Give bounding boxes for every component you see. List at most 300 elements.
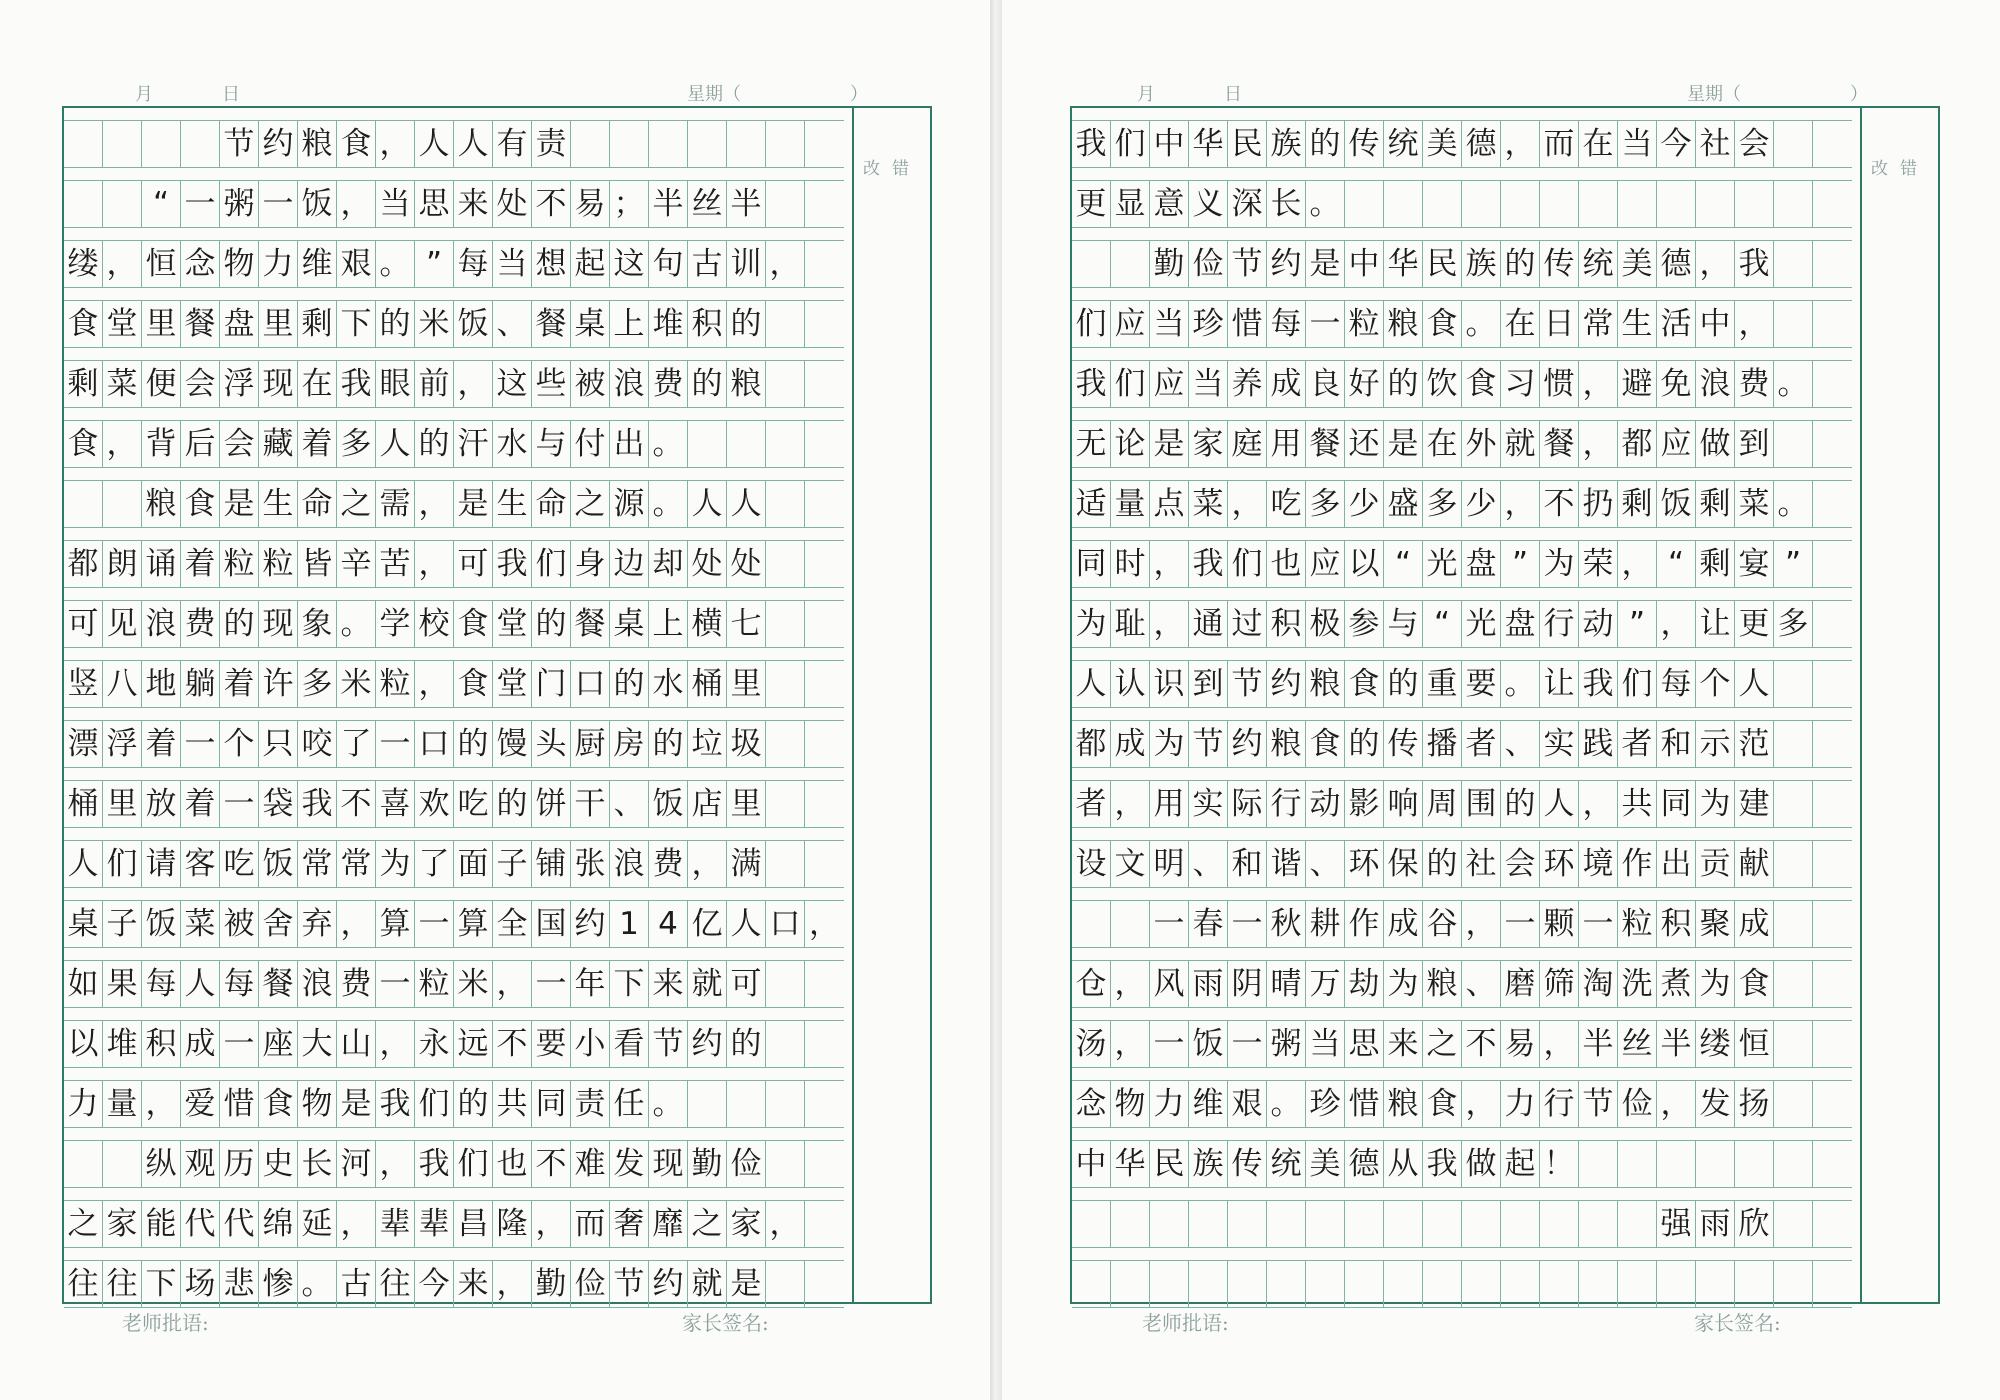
grid-cell: 请 xyxy=(142,841,181,888)
grid-cell: 有 xyxy=(493,121,532,168)
grid-cell xyxy=(1189,1261,1228,1308)
essay-line xyxy=(64,541,844,588)
grid-cell: 的 xyxy=(688,361,727,408)
essay-line xyxy=(1072,1081,1852,1128)
grid-cell: 同 xyxy=(1072,541,1111,588)
grid-cell: 一 xyxy=(1228,1021,1267,1068)
grid-cell xyxy=(1657,181,1696,228)
row-spacer xyxy=(64,768,844,781)
grid-cell: 人 xyxy=(688,481,727,528)
grid-cell xyxy=(805,1261,844,1308)
grid-cell: 菜 xyxy=(1189,481,1228,528)
grid-cell: 观 xyxy=(181,1141,220,1188)
grid-cell: 影 xyxy=(1345,781,1384,828)
grid-cell: 米 xyxy=(415,301,454,348)
grid-cell: 来 xyxy=(454,181,493,228)
grid-cell: 民 xyxy=(1150,1141,1189,1188)
grid-cell: 。 xyxy=(337,601,376,648)
grid-cell xyxy=(1618,1261,1657,1308)
grid-cell: 而 xyxy=(1540,121,1579,168)
grid-cell: 颗 xyxy=(1540,901,1579,948)
grid-cell: 共 xyxy=(493,1081,532,1128)
grid-cell: 堂 xyxy=(103,301,142,348)
grid-cell: 。 xyxy=(1267,1081,1306,1128)
grid-cell xyxy=(64,121,103,168)
grid-cell: 和 xyxy=(1657,721,1696,768)
grid-cell: 认 xyxy=(1111,661,1150,708)
grid-cell: 当 xyxy=(493,241,532,288)
grid-cell: 着 xyxy=(298,421,337,468)
grid-cell: 食 xyxy=(337,121,376,168)
grid-cell xyxy=(1813,961,1852,1008)
grid-cell: 在 xyxy=(1579,121,1618,168)
grid-cell xyxy=(805,541,844,588)
left-header-month: 月 xyxy=(135,84,153,105)
grid-cell: ， xyxy=(1579,781,1618,828)
row-spacer xyxy=(1072,1248,1852,1261)
grid-cell xyxy=(1813,1081,1852,1128)
grid-cell: 饭 xyxy=(1657,481,1696,528)
grid-cell xyxy=(727,1081,766,1128)
grid-cell: 宴 xyxy=(1735,541,1774,588)
grid-cell: 之 xyxy=(1423,1021,1462,1068)
grid-cell: 艰 xyxy=(1228,1081,1267,1128)
grid-cell: 族 xyxy=(1267,121,1306,168)
grid-cell: ， xyxy=(766,1201,805,1248)
grid-cell: 。 xyxy=(1774,481,1813,528)
grid-cell: 粥 xyxy=(1267,1021,1306,1068)
grid-cell xyxy=(1774,841,1813,888)
grid-cell: 需 xyxy=(376,481,415,528)
grid-cell: 每 xyxy=(142,961,181,1008)
grid-cell: 的 xyxy=(1306,121,1345,168)
row-spacer xyxy=(64,1008,844,1021)
grid-cell: 恒 xyxy=(1735,1021,1774,1068)
grid-cell: 光 xyxy=(1462,601,1501,648)
grid-cell: 成 xyxy=(181,1021,220,1068)
grid-cell: 播 xyxy=(1423,721,1462,768)
grid-cell: 的 xyxy=(1501,241,1540,288)
grid-cell: 古 xyxy=(688,241,727,288)
grid-cell: 动 xyxy=(1306,781,1345,828)
row-spacer xyxy=(1072,1128,1852,1141)
grid-cell: 为 xyxy=(376,841,415,888)
grid-cell: 我 xyxy=(1423,1141,1462,1188)
grid-cell: ， xyxy=(1657,601,1696,648)
row-spacer xyxy=(64,468,844,481)
grid-cell: 下 xyxy=(142,1261,181,1308)
grid-cell: 的 xyxy=(1423,841,1462,888)
grid-cell: 餐 xyxy=(1306,421,1345,468)
grid-cell: 时 xyxy=(1111,541,1150,588)
grid-cell: 张 xyxy=(571,841,610,888)
grid-cell: ， xyxy=(415,481,454,528)
grid-cell: 统 xyxy=(1384,121,1423,168)
grid-cell xyxy=(1462,1261,1501,1308)
grid-cell: 爱 xyxy=(181,1081,220,1128)
right-header-day: 日 xyxy=(1224,84,1242,105)
grid-cell xyxy=(610,121,649,168)
grid-cell xyxy=(1774,661,1813,708)
grid-cell: 以 xyxy=(1345,541,1384,588)
grid-cell: 日 xyxy=(1540,301,1579,348)
grid-cell: 弃 xyxy=(298,901,337,948)
grid-cell: 浮 xyxy=(103,721,142,768)
grid-cell: 人 xyxy=(727,901,766,948)
grid-cell: 应 xyxy=(1150,361,1189,408)
grid-cell: 食 xyxy=(259,1081,298,1128)
grid-cell: 粮 xyxy=(142,481,181,528)
grid-cell: 俭 xyxy=(1618,1081,1657,1128)
grid-cell: 民 xyxy=(1423,241,1462,288)
grid-cell: 来 xyxy=(649,961,688,1008)
grid-cell: 勤 xyxy=(532,1261,571,1308)
grid-cell: 桶 xyxy=(688,661,727,708)
grid-cell: 美 xyxy=(1423,121,1462,168)
grid-cell xyxy=(805,721,844,768)
grid-cell xyxy=(766,721,805,768)
grid-cell xyxy=(766,361,805,408)
grid-cell: 一 xyxy=(1579,901,1618,948)
grid-cell: 们 xyxy=(1111,121,1150,168)
grid-cell xyxy=(1813,181,1852,228)
grid-cell xyxy=(103,1141,142,1188)
grid-cell: 多 xyxy=(1423,481,1462,528)
grid-cell: 共 xyxy=(1618,781,1657,828)
grid-cell: 过 xyxy=(1228,601,1267,648)
grid-cell: 命 xyxy=(298,481,337,528)
grid-cell xyxy=(1813,421,1852,468)
grid-cell: 袋 xyxy=(259,781,298,828)
grid-cell: 、 xyxy=(1501,721,1540,768)
grid-cell xyxy=(649,121,688,168)
grid-cell: 客 xyxy=(181,841,220,888)
grid-cell xyxy=(1345,1261,1384,1308)
grid-cell: 际 xyxy=(1228,781,1267,828)
grid-cell: 让 xyxy=(1696,601,1735,648)
grid-cell: 传 xyxy=(1345,121,1384,168)
grid-cell: 一 xyxy=(181,721,220,768)
grid-cell: 每 xyxy=(1657,661,1696,708)
row-spacer xyxy=(1072,408,1852,421)
grid-cell: 常 xyxy=(1579,301,1618,348)
grid-cell: 耻 xyxy=(1111,601,1150,648)
grid-cell: 是 xyxy=(454,481,493,528)
grid-cell: ， xyxy=(532,1201,571,1248)
grid-cell: 范 xyxy=(1735,721,1774,768)
grid-cell: 统 xyxy=(1579,241,1618,288)
grid-cell: 垃 xyxy=(688,721,727,768)
grid-cell xyxy=(805,661,844,708)
grid-cell: 多 xyxy=(1774,601,1813,648)
grid-cell xyxy=(1384,1261,1423,1308)
grid-cell: 漂 xyxy=(64,721,103,768)
grid-cell: 力 xyxy=(259,241,298,288)
grid-cell xyxy=(688,1081,727,1128)
grid-cell: ， xyxy=(1501,121,1540,168)
grid-cell xyxy=(1384,1201,1423,1248)
grid-cell: 来 xyxy=(1384,1021,1423,1068)
grid-cell: ， xyxy=(103,421,142,468)
grid-cell: 粒 xyxy=(220,541,259,588)
left-header-weekday-close: ） xyxy=(850,84,868,105)
grid-cell: 费 xyxy=(181,601,220,648)
grid-cell xyxy=(805,781,844,828)
grid-cell xyxy=(1072,1261,1111,1308)
essay-line xyxy=(1072,781,1852,828)
grid-cell: 为 xyxy=(1072,601,1111,648)
essay-line xyxy=(64,841,844,888)
grid-cell xyxy=(1774,241,1813,288)
grid-cell xyxy=(1774,1021,1813,1068)
grid-cell: 上 xyxy=(610,301,649,348)
essay-line xyxy=(64,901,844,948)
grid-cell: 昌 xyxy=(454,1201,493,1248)
grid-cell: 深 xyxy=(1228,181,1267,228)
grid-cell: 节 xyxy=(220,121,259,168)
grid-cell: 上 xyxy=(649,601,688,648)
grid-cell: 秋 xyxy=(1267,901,1306,948)
grid-cell xyxy=(1345,181,1384,228)
grid-cell: 恒 xyxy=(142,241,181,288)
grid-cell: 半 xyxy=(1579,1021,1618,1068)
essay-line xyxy=(1072,721,1852,768)
left-correction-margin xyxy=(852,108,930,1302)
right-margin-label: 改错 xyxy=(1871,159,1929,179)
grid-cell: 了 xyxy=(337,721,376,768)
grid-cell: 阴 xyxy=(1228,961,1267,1008)
grid-cell: 人 xyxy=(454,121,493,168)
grid-cell: 朗 xyxy=(103,541,142,588)
grid-cell xyxy=(1813,1021,1852,1068)
row-spacer xyxy=(64,168,844,181)
grid-cell xyxy=(805,1201,844,1248)
essay-line xyxy=(64,421,844,468)
grid-cell: 点 xyxy=(1150,481,1189,528)
grid-cell: 人 xyxy=(1072,661,1111,708)
left-teacher-comment-label: 老师批语: xyxy=(122,1311,209,1335)
grid-cell: 俭 xyxy=(727,1141,766,1188)
grid-cell: 俭 xyxy=(571,1261,610,1308)
grid-cell: 到 xyxy=(1189,661,1228,708)
grid-cell xyxy=(766,481,805,528)
grid-cell: 约 xyxy=(1228,721,1267,768)
grid-cell: 的 xyxy=(649,721,688,768)
grid-cell: 永 xyxy=(415,1021,454,1068)
grid-cell: ， xyxy=(1540,1021,1579,1068)
essay-line xyxy=(1072,481,1852,528)
grid-cell: 华 xyxy=(1189,121,1228,168)
grid-cell xyxy=(1462,1201,1501,1248)
grid-cell: 会 xyxy=(1501,841,1540,888)
grid-cell: 往 xyxy=(64,1261,103,1308)
grid-cell: 历 xyxy=(220,1141,259,1188)
grid-cell: 浪 xyxy=(610,841,649,888)
row-spacer xyxy=(64,648,844,661)
grid-cell: 惜 xyxy=(1345,1081,1384,1128)
grid-cell xyxy=(142,121,181,168)
grid-cell: 山 xyxy=(337,1021,376,1068)
grid-cell: 圾 xyxy=(727,721,766,768)
grid-cell: 家 xyxy=(727,1201,766,1248)
grid-cell: 剩 xyxy=(298,301,337,348)
grid-cell: 食 xyxy=(1306,721,1345,768)
grid-cell: 们 xyxy=(1111,361,1150,408)
grid-cell: 好 xyxy=(1345,361,1384,408)
grid-cell xyxy=(1813,481,1852,528)
grid-cell: 人 xyxy=(727,481,766,528)
grid-cell: 约 xyxy=(649,1261,688,1308)
row-spacer xyxy=(64,108,844,121)
grid-cell xyxy=(1618,181,1657,228)
grid-cell: 在 xyxy=(1423,421,1462,468)
grid-cell: ， xyxy=(688,841,727,888)
grid-cell: 皆 xyxy=(298,541,337,588)
grid-cell: 我 xyxy=(1579,661,1618,708)
grid-cell xyxy=(1501,1201,1540,1248)
grid-cell: 人 xyxy=(415,121,454,168)
grid-cell xyxy=(766,541,805,588)
grid-cell: 吃 xyxy=(1267,481,1306,528)
grid-cell: ， xyxy=(376,1021,415,1068)
grid-cell: 剩 xyxy=(1696,481,1735,528)
grid-cell: 节 xyxy=(1189,721,1228,768)
grid-cell: 粮 xyxy=(1267,721,1306,768)
grid-cell: 一 xyxy=(1228,901,1267,948)
grid-cell xyxy=(1267,1201,1306,1248)
grid-cell xyxy=(1540,1261,1579,1308)
grid-cell: 馒 xyxy=(493,721,532,768)
row-spacer xyxy=(64,588,844,601)
grid-cell: 活 xyxy=(1657,301,1696,348)
grid-cell: ， xyxy=(454,361,493,408)
grid-cell: 良 xyxy=(1306,361,1345,408)
grid-cell: 都 xyxy=(1618,421,1657,468)
grid-cell: 光 xyxy=(1423,541,1462,588)
grid-cell: 更 xyxy=(1072,181,1111,228)
grid-cell: 算 xyxy=(454,901,493,948)
grid-cell: 饭 xyxy=(1189,1021,1228,1068)
grid-cell: 义 xyxy=(1189,181,1228,228)
grid-cell: 八 xyxy=(103,661,142,708)
grid-cell: 粒 xyxy=(376,661,415,708)
grid-cell: ， xyxy=(103,241,142,288)
grid-cell: 发 xyxy=(1696,1081,1735,1128)
grid-cell: 实 xyxy=(1189,781,1228,828)
grid-cell: 境 xyxy=(1579,841,1618,888)
row-spacer xyxy=(64,288,844,301)
left-margin-label: 改错 xyxy=(863,159,921,179)
essay-line xyxy=(64,241,844,288)
grid-cell: 物 xyxy=(220,241,259,288)
grid-cell: 出 xyxy=(610,421,649,468)
grid-cell: ， xyxy=(805,901,844,948)
essay-line xyxy=(64,661,844,708)
grid-cell xyxy=(1774,121,1813,168)
grid-cell xyxy=(1774,421,1813,468)
grid-cell: 口 xyxy=(415,721,454,768)
grid-cell: 都 xyxy=(64,541,103,588)
row-spacer xyxy=(1072,108,1852,121)
grid-cell xyxy=(1150,1261,1189,1308)
grid-cell: 悲 xyxy=(220,1261,259,1308)
grid-cell: “ xyxy=(1423,601,1462,648)
grid-cell: 菜 xyxy=(103,361,142,408)
row-spacer xyxy=(1072,468,1852,481)
grid-cell: 许 xyxy=(259,661,298,708)
grid-cell: 着 xyxy=(142,721,181,768)
grid-cell: 践 xyxy=(1579,721,1618,768)
grid-cell: 下 xyxy=(610,961,649,1008)
grid-cell: 丝 xyxy=(1618,1021,1657,1068)
grid-cell: 浮 xyxy=(220,361,259,408)
grid-cell: 同 xyxy=(1657,781,1696,828)
grid-cell: 扔 xyxy=(1579,481,1618,528)
grid-cell xyxy=(805,1141,844,1188)
grid-cell: ， xyxy=(337,181,376,228)
grid-cell: 食 xyxy=(64,421,103,468)
grid-cell: 晴 xyxy=(1267,961,1306,1008)
grid-cell: 可 xyxy=(454,541,493,588)
grid-cell: 难 xyxy=(571,1141,610,1188)
grid-cell: 俭 xyxy=(1189,241,1228,288)
grid-cell xyxy=(766,601,805,648)
grid-cell: 如 xyxy=(64,961,103,1008)
grid-cell xyxy=(1774,781,1813,828)
grid-cell: 盛 xyxy=(1384,481,1423,528)
grid-cell: 我 xyxy=(298,781,337,828)
row-spacer xyxy=(64,1068,844,1081)
grid-cell: 浪 xyxy=(610,361,649,408)
grid-cell: 算 xyxy=(376,901,415,948)
grid-cell: 桌 xyxy=(64,901,103,948)
grid-cell: 不 xyxy=(1462,1021,1501,1068)
grid-cell: 的 xyxy=(376,301,415,348)
grid-cell: 实 xyxy=(1540,721,1579,768)
grid-cell xyxy=(64,181,103,228)
grid-cell xyxy=(805,301,844,348)
grid-cell: 盘 xyxy=(1462,541,1501,588)
essay-line xyxy=(64,301,844,348)
grid-cell: 之 xyxy=(64,1201,103,1248)
grid-cell: 围 xyxy=(1462,781,1501,828)
grid-cell: 当 xyxy=(376,181,415,228)
grid-cell xyxy=(688,121,727,168)
grid-cell: 的 xyxy=(1384,661,1423,708)
grid-cell xyxy=(805,421,844,468)
grid-cell xyxy=(1072,901,1111,948)
grid-cell xyxy=(805,841,844,888)
left-parent-signature-label: 家长签名: xyxy=(682,1311,769,1335)
grid-cell: 浪 xyxy=(142,601,181,648)
grid-cell: 代 xyxy=(181,1201,220,1248)
left-page xyxy=(0,0,990,1400)
grid-cell xyxy=(1657,1141,1696,1188)
grid-cell: 我 xyxy=(376,1081,415,1128)
right-page xyxy=(1002,0,2000,1400)
grid-cell xyxy=(1813,1201,1852,1248)
grid-cell xyxy=(1774,961,1813,1008)
grid-cell xyxy=(1462,181,1501,228)
grid-cell: 多 xyxy=(1306,481,1345,528)
grid-cell: 。 xyxy=(1774,361,1813,408)
essay-line xyxy=(1072,1141,1852,1188)
grid-cell: 行 xyxy=(1267,781,1306,828)
grid-cell: 训 xyxy=(727,241,766,288)
grid-cell: ， xyxy=(766,241,805,288)
grid-cell: 中 xyxy=(1345,241,1384,288)
grid-cell: 舍 xyxy=(259,901,298,948)
